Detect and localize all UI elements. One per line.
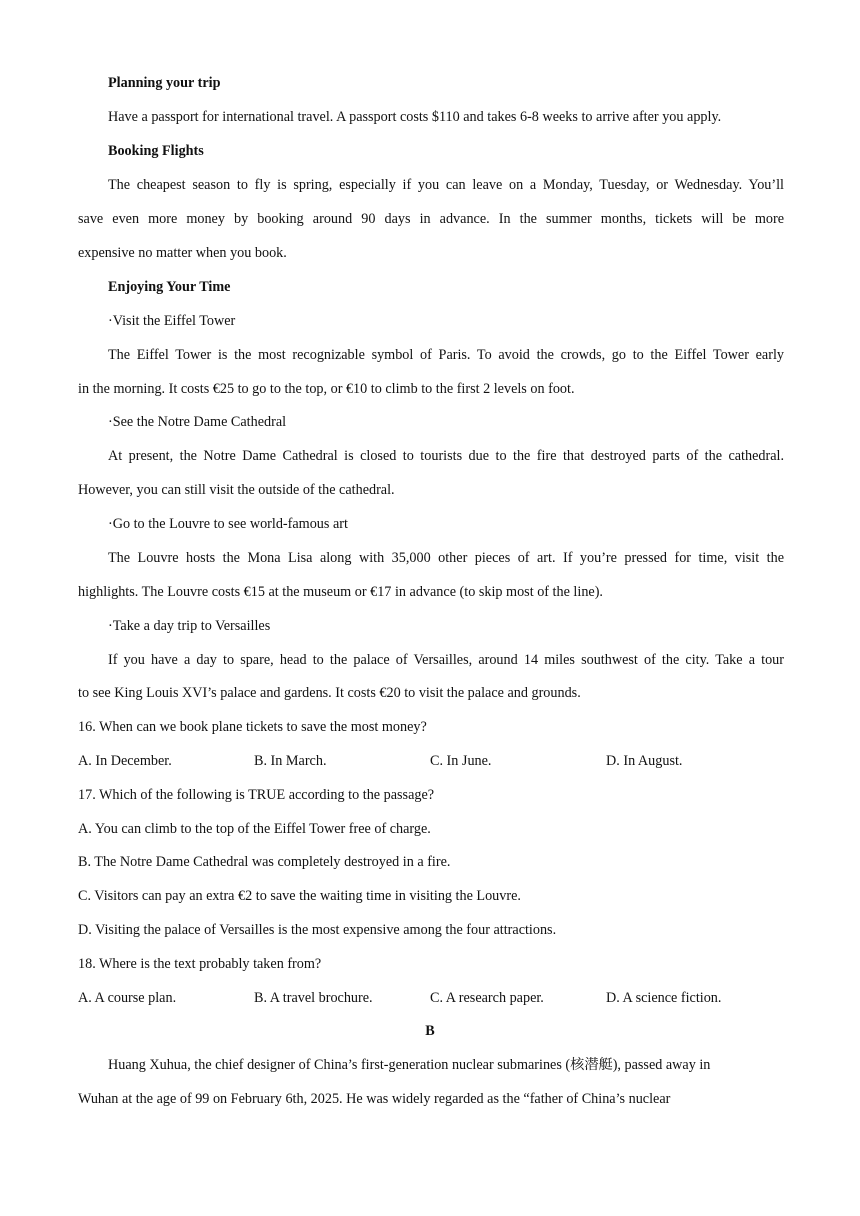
flights-paragraph-line: save even more money by booking around 90 days in advance. In the summer months, tickets will be more xyxy=(78,211,784,227)
item-notre-dame: ·See the Notre Dame Cathedral xyxy=(108,414,287,430)
question-18-option-a: A. A course plan. xyxy=(78,990,177,1006)
question-18-option-b: B. A travel brochure. xyxy=(254,990,373,1006)
heading-enjoying: Enjoying Your Time xyxy=(108,279,231,295)
question-17-stem: 17. Which of the following is TRUE according to the passage? xyxy=(78,787,435,803)
louvre-paragraph-line: highlights. The Louvre costs €15 at the museum or €17 in advance (to skip most of the line). xyxy=(78,584,603,600)
question-17-option-b: B. The Notre Dame Cathedral was completely destroyed in a fire. xyxy=(78,854,451,870)
versailles-paragraph-line: If you have a day to spare, head to the palace of Versailles, around 14 miles southwest of the city. Take a tour xyxy=(108,652,784,668)
flights-paragraph-line: The cheapest season to fly is spring, especially if you can leave on a Monday, Tuesday, or Wednesday. You’ll xyxy=(108,177,784,193)
louvre-paragraph-line: The Louvre hosts the Mona Lisa along with 35,000 other pieces of art. If you’re pressed for time, visit the xyxy=(108,550,784,566)
question-17-option-d: D. Visiting the palace of Versailles is the most expensive among the four attractions. xyxy=(78,922,557,938)
item-louvre: ·Go to the Louvre to see world-famous art xyxy=(108,516,348,532)
question-17-option-a: A. You can climb to the top of the Eiffel Tower free of charge. xyxy=(78,821,431,837)
item-eiffel-tower: ·Visit the Eiffel Tower xyxy=(108,313,236,329)
heading-planning: Planning your trip xyxy=(108,75,221,91)
eiffel-paragraph-line: The Eiffel Tower is the most recognizable symbol of Paris. To avoid the crowds, go to the Eiffel Tower early xyxy=(108,347,784,363)
item-versailles: ·Take a day trip to Versailles xyxy=(108,618,271,634)
eiffel-paragraph-line: in the morning. It costs €25 to go to the top, or €10 to climb to the first 2 levels on foot. xyxy=(78,381,575,397)
question-16-option-d: D. In August. xyxy=(606,753,683,769)
question-18-option-c: C. A research paper. xyxy=(430,990,544,1006)
section-b-paragraph-line: Huang Xuhua, the chief designer of China’s first-generation nuclear submarines (核潜艇), passed away in xyxy=(108,1057,711,1073)
flights-paragraph-line: expensive no matter when you book. xyxy=(78,245,287,261)
versailles-paragraph-line: to see King Louis XVI’s palace and gardens. It costs €20 to visit the palace and grounds. xyxy=(78,685,581,701)
question-16-option-c: C. In June. xyxy=(430,753,492,769)
question-18-stem: 18. Where is the text probably taken from? xyxy=(78,956,322,972)
notre-dame-paragraph-line: At present, the Notre Dame Cathedral is closed to tourists due to the fire that destroyed parts of the cathedral. xyxy=(108,448,784,464)
question-16-option-b: B. In March. xyxy=(254,753,327,769)
notre-dame-paragraph-line: However, you can still visit the outside of the cathedral. xyxy=(78,482,395,498)
heading-booking-flights: Booking Flights xyxy=(108,143,204,159)
question-18-option-d: D. A science fiction. xyxy=(606,990,722,1006)
question-16-option-a: A. In December. xyxy=(78,753,172,769)
section-b-paragraph-line: Wuhan at the age of 99 on February 6th, 2025. He was widely regarded as the “father of China’s nuclear xyxy=(78,1091,671,1107)
section-b-label: B xyxy=(425,1023,435,1039)
planning-paragraph: Have a passport for international travel. A passport costs $110 and takes 6-8 weeks to arrive after you apply. xyxy=(108,109,722,125)
question-16-stem: 16. When can we book plane tickets to save the most money? xyxy=(78,719,427,735)
question-17-option-c: C. Visitors can pay an extra €2 to save the waiting time in visiting the Louvre. xyxy=(78,888,521,904)
